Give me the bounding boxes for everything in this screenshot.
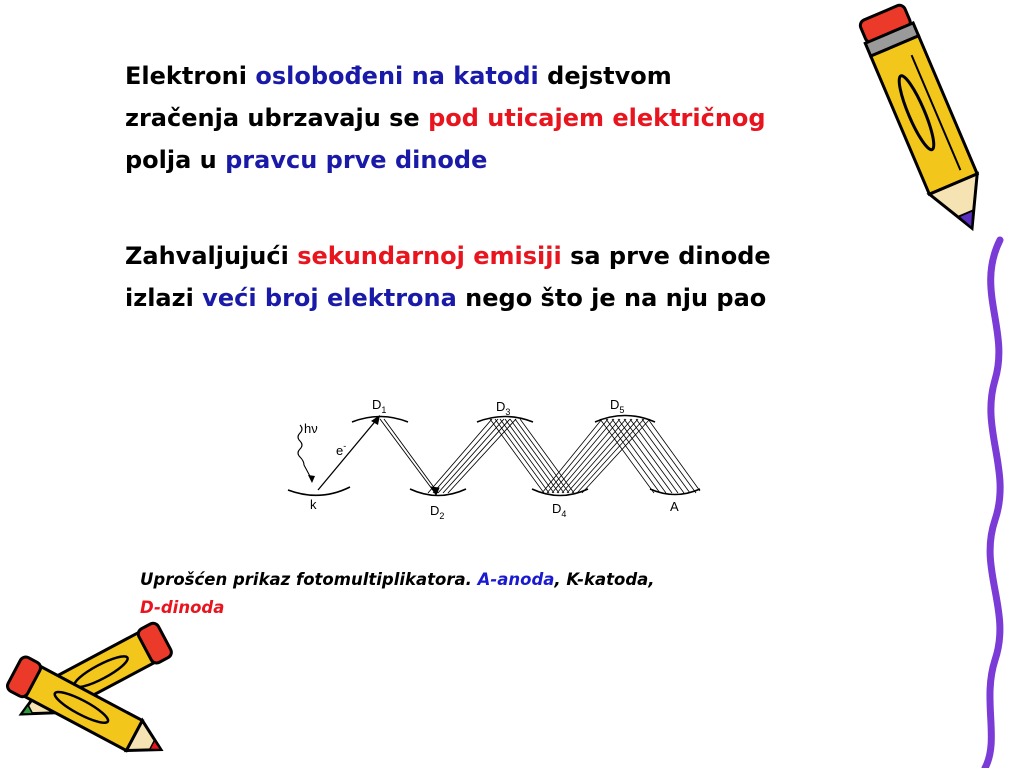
text: izlazi xyxy=(125,284,203,312)
highlight-red: pod uticajem električnog xyxy=(428,104,766,132)
highlight-blue: pravcu prve dinode xyxy=(225,146,488,174)
dinode-3-label: $D_3$ xyxy=(496,399,511,417)
caption-anode: A-anoda xyxy=(477,570,555,589)
electron-label: e- xyxy=(336,441,347,458)
dinode-1-label: $D_1$ xyxy=(372,397,387,415)
highlight-blue: oslobođeni na katodi xyxy=(255,62,539,90)
cathode-label: k xyxy=(310,497,317,512)
paragraph-1-line-1 xyxy=(125,55,766,97)
dinode-2-label: $D_2$ xyxy=(430,503,445,521)
dinode-5-label: $D_5$ xyxy=(610,397,625,415)
highlight-red: sekundarnoj emisiji xyxy=(297,242,562,270)
paragraph-2-line-1 xyxy=(125,235,771,277)
caption-dinode: D-dinoda xyxy=(140,598,225,617)
photon-label: hν xyxy=(304,421,318,436)
text: zračenja ubrzavaju se xyxy=(125,104,429,132)
dinode-4-label: $D_4$ xyxy=(552,501,567,519)
pencil-icon xyxy=(850,0,1000,245)
pencil-icon xyxy=(0,615,210,765)
text: sa prve dinode xyxy=(561,242,771,270)
paragraph-1-line-2 xyxy=(125,97,766,139)
caption-line-1 xyxy=(140,566,655,594)
caption-line-2 xyxy=(140,594,655,622)
diagram-caption xyxy=(140,566,655,622)
text: Elektroni xyxy=(125,62,256,90)
text: , K-katoda, xyxy=(554,570,655,589)
text: polja u xyxy=(125,146,226,174)
paragraph-2 xyxy=(125,235,771,319)
paragraph-1-line-3 xyxy=(125,139,766,181)
text: nego što je na nju pao xyxy=(456,284,767,312)
highlight-blue: veći broj elektrona xyxy=(202,284,457,312)
text: Zahvaljujući xyxy=(125,242,298,270)
anode-label: A xyxy=(670,499,679,514)
text: dejstvom xyxy=(538,62,672,90)
text: Uprošćen prikaz fotomultiplikatora. xyxy=(140,570,478,589)
paragraph-1 xyxy=(125,55,766,181)
photomultiplier-diagram xyxy=(270,385,740,535)
paragraph-2-line-2 xyxy=(125,277,771,319)
